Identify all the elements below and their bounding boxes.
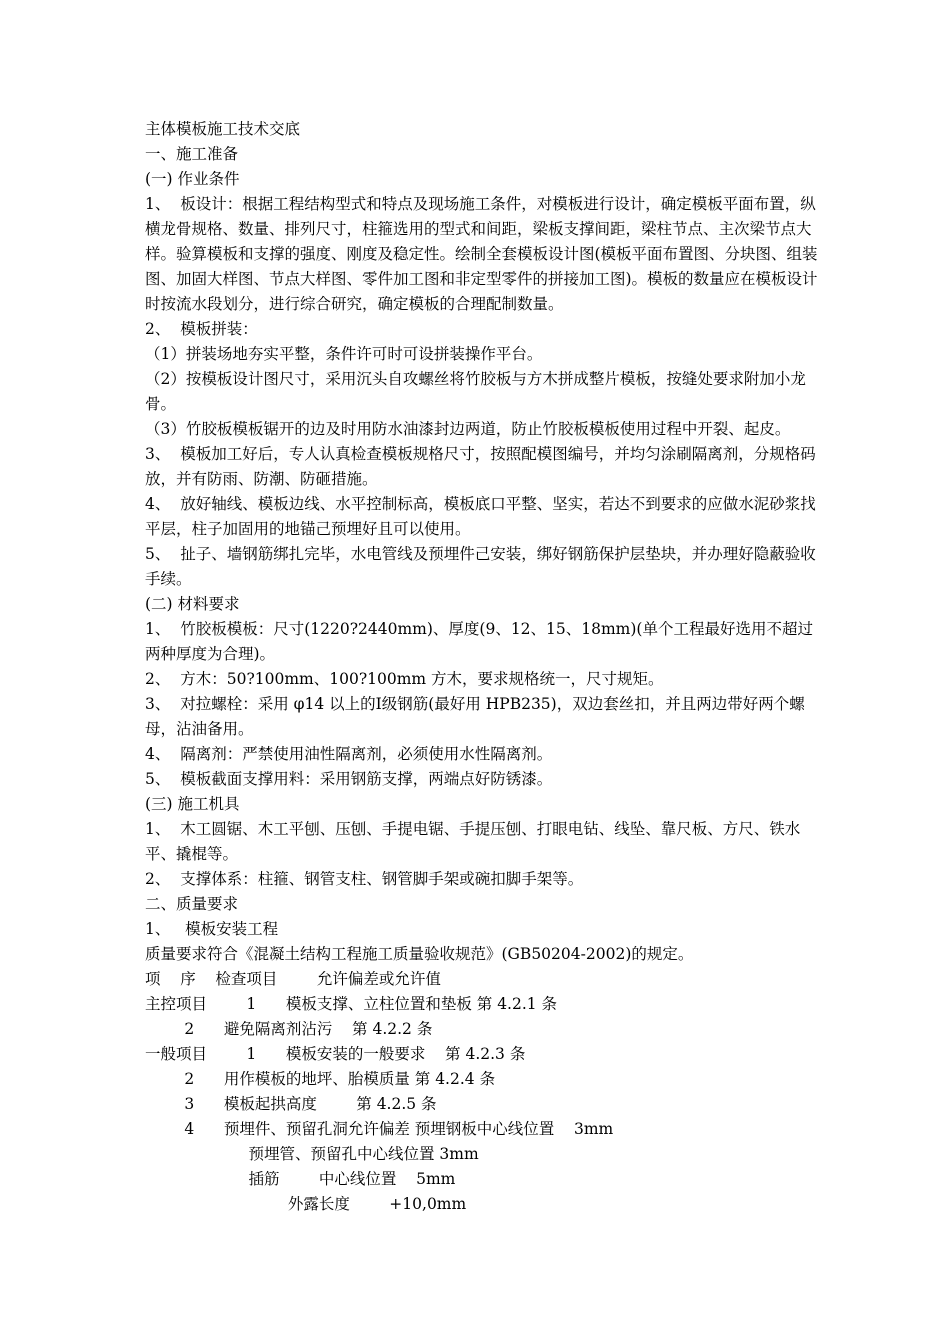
subsection-heading: (三) 施工机具 [145, 795, 240, 813]
table-line: 外露长度 +10,0mm [145, 1195, 467, 1213]
paragraph: 2、 方木：50?100mm、100?100mm 方木，要求规格统一，尺寸规矩。 [145, 670, 664, 688]
paragraph: （2）按模板设计图尺寸，采用沉头自攻螺丝将竹胶板与方木拼成整片模板，按缝处要求附加小龙骨。 [145, 370, 806, 413]
table-line: 预埋管、预留孔中心线位置 3mm [145, 1145, 479, 1163]
paragraph: 4、 隔离剂：严禁使用油性隔离剂，必须使用水性隔离剂。 [145, 745, 553, 763]
paragraph: 质量要求符合《混凝土结构工程施工质量验收规范》(GB50204-2002)的规定。 [145, 945, 694, 963]
paragraph: 1、 木工圆锯、木工平刨、压刨、手提电锯、手提压刨、打眼电钻、线坠、靠尺板、方尺、铁水平、撬棍等。 [145, 820, 801, 863]
table-line: 插筋 中心线位置 5mm [145, 1170, 456, 1188]
paragraph: 1、 竹胶板模板：尺寸(1220?2440mm)、厚度(9、12、15、18mm)(单个工程最好选用不超过两种厚度为合理)。 [145, 620, 813, 663]
section-heading: 二、质量要求 [145, 895, 239, 913]
document-body [145, 117, 825, 1217]
table-line: 2 避免隔离剂沾污 第 4.2.2 条 [145, 1020, 433, 1038]
table-line: 3 模板起拱高度 第 4.2.5 条 [145, 1095, 437, 1113]
paragraph: （1）拼装场地夯实平整，条件许可时可设拼装操作平台。 [145, 345, 543, 363]
table-header-line: 项 序 检查项目 允许偏差或允许值 [145, 970, 441, 988]
table-line: 主控项目 1 模板支撑、立柱位置和垫板 第 4.2.1 条 [145, 995, 558, 1013]
paragraph: 2、 支撑体系：柱箍、钢管支柱、钢管脚手架或碗扣脚手架等。 [145, 870, 584, 888]
paragraph: 2、 模板拼装： [145, 320, 258, 338]
paragraph: 5、 扯子、墙钢筋绑扎完毕，水电管线及预埋件己安装，绑好钢筋保护层垫块，并办理好隐蔽验收手续。 [145, 545, 816, 588]
subsection-heading: (二) 材料要求 [145, 595, 240, 613]
paragraph: （3）竹胶板模板锯开的边及时用防水油漆封边两道，防止竹胶板模板使用过程中开裂、起皮。 [145, 420, 791, 438]
paragraph: 1、 板设计：根据工程结构型式和特点及现场施工条件，对模板进行设计，确定模板平面布置，纵横龙骨规格、数量、排列尺寸，柱箍选用的型式和间距，梁板支撑间距，梁柱节点、主次梁节点大样。验算模板和支撑的强度、刚度及稳定性。绘制全套模板设计图(模板平面布置图、分块图、组装图、加固大样图、节点大样图、零件加工图和非定型零件的拼接加工图)。模板的数量应在模板设计时按流水段划分，进行综合研究，确定模板的合理配制数量。 [145, 195, 818, 313]
paragraph: 3、 对拉螺栓：采用 φ14 以上的Ⅰ级钢筋(最好用 HPB235)，双边套丝扣，并且两边带好两个螺母，沾油备用。 [145, 695, 805, 738]
table-line: 2 用作模板的地坪、胎模质量 第 4.2.4 条 [145, 1070, 496, 1088]
paragraph: 1、 模板安装工程 [145, 920, 279, 938]
table-line: 一般项目 1 模板安装的一般要求 第 4.2.3 条 [145, 1045, 526, 1063]
paragraph: 3、 模板加工好后，专人认真检查模板规格尺寸，按照配模图编号，并均匀涂刷隔离剂，分规格码放，并有防雨、防潮、防砸措施。 [145, 445, 816, 488]
paragraph: 4、 放好轴线、模板边线、水平控制标高，模板底口平整、坚实，若达不到要求的应做水泥砂浆找平层，柱子加固用的地锚己预埋好且可以使用。 [145, 495, 816, 538]
paragraph: 5、 模板截面支撑用料：采用钢筋支撑，两端点好防锈漆。 [145, 770, 553, 788]
section-heading: 一、施工准备 [145, 145, 239, 163]
table-line: 4 预埋件、预留孔洞允许偏差 预埋钢板中心线位置 3mm [145, 1120, 614, 1138]
subsection-heading: (一) 作业条件 [145, 170, 240, 188]
document-title: 主体模板施工技术交底 [145, 120, 301, 138]
